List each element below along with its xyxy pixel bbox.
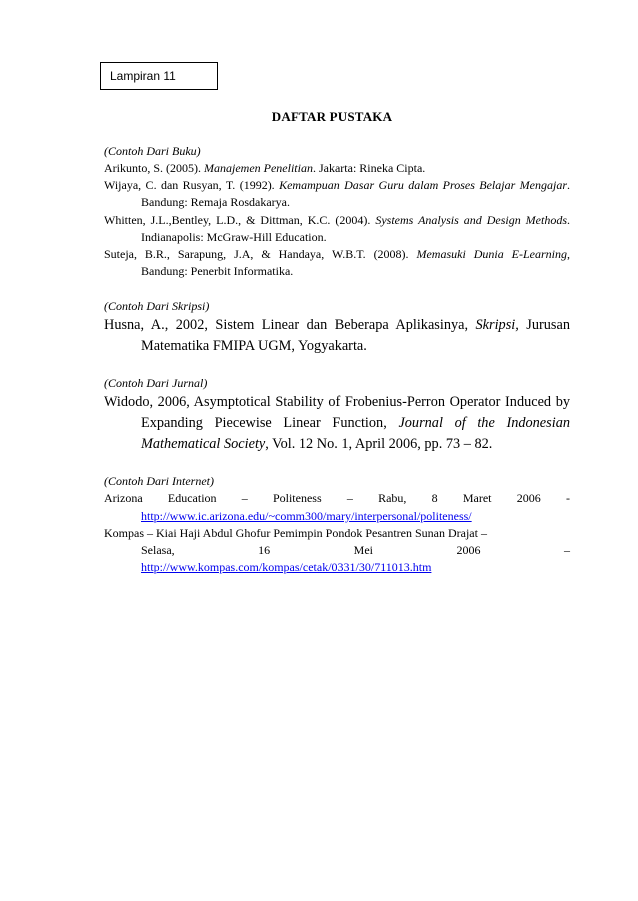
bibliography bbox=[104, 143, 570, 576]
reference-entry: Suteja, B.R., Sarapung, J.A, & Handaya, W.B.T. (2008). Memasuki Dunia E-Learning, Bandung: Penerbit Informatika. bbox=[104, 247, 570, 279]
reference-entry bbox=[104, 490, 570, 524]
reference-link[interactable]: http://www.kompas.com/kompas/cetak/0331/30/711013.htm bbox=[141, 560, 432, 575]
reference-line: Kompas – Kiai Haji Abdul Ghofur Pemimpin Pondok Pesantren Sunan Drajat – bbox=[104, 525, 487, 540]
page-title: DAFTAR PUSTAKA bbox=[271, 109, 393, 124]
section-heading-buku: (Contoh Dari Buku) bbox=[104, 144, 201, 158]
reference-entry bbox=[104, 525, 570, 577]
reference-line: Arizona Education – Politeness – Rabu, 8 Maret 2006 - bbox=[104, 491, 570, 506]
reference-entry: Husna, A., 2002, Sistem Linear dan Beberapa Aplikasinya, Skripsi, Jurusan Matematika FMIPA UGM, Yogyakarta. bbox=[104, 317, 570, 355]
reference-entry: Arikunto, S. (2005). Manajemen Penelitian. Jakarta: Rineka Cipta. bbox=[104, 161, 426, 175]
reference-entry: Wijaya, C. dan Rusyan, T. (1992). Kemampuan Dasar Guru dalam Proses Belajar Mengajar. Bandung: Remaja Rosdakarya. bbox=[104, 178, 570, 210]
section-heading-skripsi: (Contoh Dari Skripsi) bbox=[104, 299, 210, 314]
section-heading-internet: (Contoh Dari Internet) bbox=[104, 474, 214, 489]
section-heading-jurnal: (Contoh Dari Jurnal) bbox=[104, 376, 208, 391]
appendix-label-box bbox=[100, 62, 218, 90]
reference-entry: Widodo, 2006, Asymptotical Stability of Frobenius-Perron Operator Induced by Expanding Piecewise Linear Function, Journal of the Indonesian Mathematical Society, Vol. 12 No. 1, April 2006, pp. 73 – 82. bbox=[104, 394, 570, 453]
appendix-label: Lampiran 11 bbox=[110, 69, 176, 83]
reference-line: Selasa, 16 Mei 2006 – bbox=[141, 543, 570, 558]
reference-entry: Whitten, J.L.,Bentley, L.D., & Dittman, K.C. (2004). Systems Analysis and Design Methods. Indianapolis: McGraw-Hill Education. bbox=[104, 212, 570, 244]
reference-link[interactable]: http://www.ic.arizona.edu/~comm300/mary/interpersonal/politeness/ bbox=[141, 508, 472, 523]
